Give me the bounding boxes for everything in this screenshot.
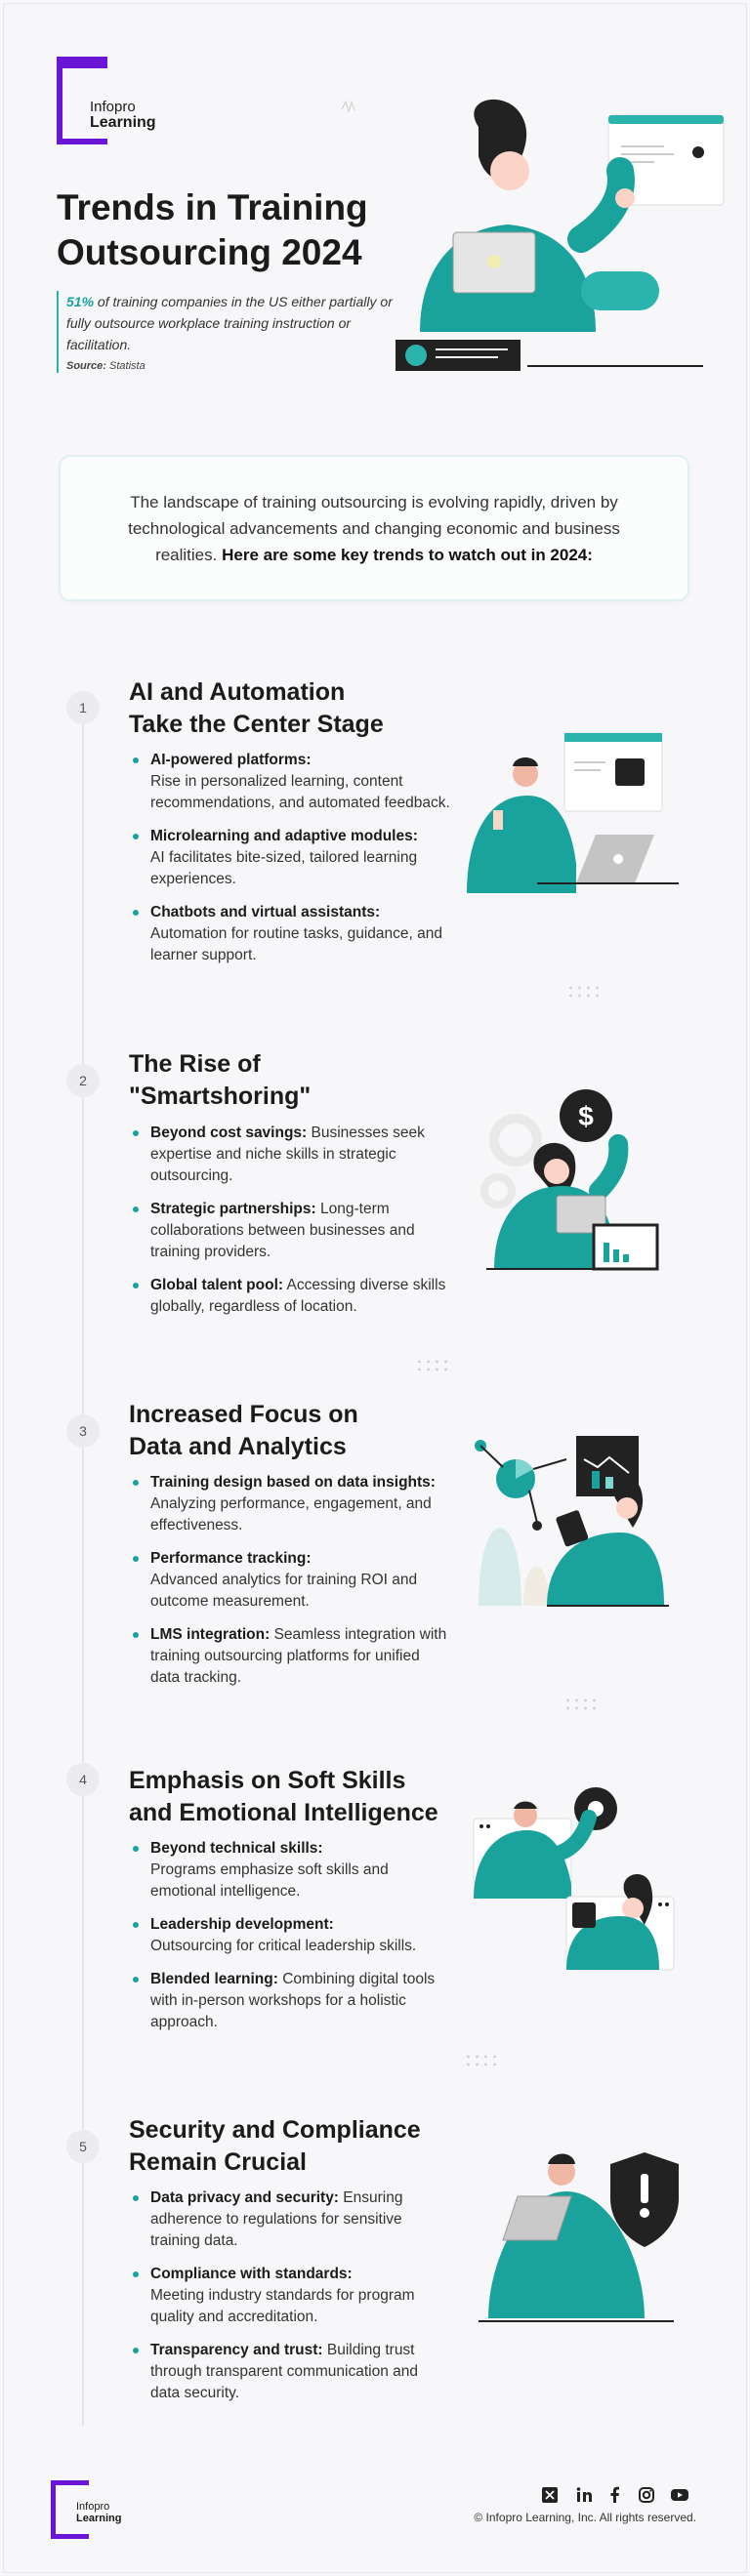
section-title xyxy=(129,2114,451,2179)
bullet-text: Automation for routine tasks, guidance, and learner support. xyxy=(150,925,442,963)
instagram-icon[interactable] xyxy=(637,2485,656,2505)
bullet-text: Outsourcing for critical leadership skills. xyxy=(150,1938,417,1954)
section-title-line: Remain Crucial xyxy=(129,2148,308,2176)
bullet-term: Training design based on data insights: xyxy=(150,1474,436,1491)
page-title xyxy=(57,185,408,275)
bullet-list xyxy=(129,1838,451,2045)
section-title-line: Security and Compliance xyxy=(129,2116,421,2144)
list-item xyxy=(129,1914,451,1957)
intro-text xyxy=(107,489,641,568)
section-number: 1 xyxy=(66,691,100,724)
bullet-term: Transparency and trust: xyxy=(150,2342,323,2358)
x-icon[interactable] xyxy=(540,2485,560,2505)
bullet-term: Strategic partnerships: xyxy=(150,1201,316,1217)
timeline-line xyxy=(82,698,84,2426)
infopro-logo[interactable] xyxy=(57,57,156,139)
section-title-line: Data and Analytics xyxy=(129,1433,347,1460)
bullet-list xyxy=(129,2188,451,2416)
stat-callout xyxy=(57,291,408,373)
bullet-text: Ensuring adherence to regulations for sensitive training data. xyxy=(150,2189,403,2249)
bullet-term: Compliance with standards: xyxy=(150,2266,353,2282)
bullet-term: Leadership development: xyxy=(150,1916,334,1933)
intro-emphasis: Here are some key trends to watch out in 2024: xyxy=(222,545,593,564)
section-title-line: "Smartshoring" xyxy=(129,1083,312,1110)
bullet-list xyxy=(129,750,451,978)
decorative-dots xyxy=(464,2053,497,2066)
bullet-text: Rise in personalized learning, content recommendations, and automated feedback. xyxy=(150,773,450,811)
bullet-text: Analyzing performance, engagement, and effectiveness. xyxy=(150,1495,432,1533)
bullet-term: Microlearning and adaptive modules: xyxy=(150,828,418,844)
list-item xyxy=(129,1838,451,1902)
stat-source xyxy=(66,359,408,373)
list-item xyxy=(129,2264,451,2328)
bullet-list xyxy=(129,1472,451,1700)
bullet-term: LMS integration: xyxy=(150,1626,271,1643)
bullet-text: Combining digital tools with in-person workshops for a holistic approach. xyxy=(150,1971,436,2030)
title-line: Trends in Training xyxy=(57,187,368,227)
bullet-text: AI facilitates bite-sized, tailored learning experiences. xyxy=(150,849,418,887)
security-illustration xyxy=(474,2143,684,2328)
logo-line1: Infopro xyxy=(76,2501,110,2513)
list-item xyxy=(129,2340,451,2404)
bullet-text: Businesses seek expertise and niche skills in strategic outsourcing. xyxy=(150,1124,425,1184)
intro-body: The landscape of training outsourcing is evolving rapidly, driven by technological advancements and changing economic and business realities. xyxy=(128,492,620,564)
section-number: 3 xyxy=(66,1414,100,1448)
bullet-term: Chatbots and virtual assistants: xyxy=(150,904,381,920)
copyright: © Infopro Learning, Inc. All rights reserved. xyxy=(474,2511,696,2524)
intro-box xyxy=(59,455,689,601)
bullet-term: AI-powered platforms: xyxy=(150,752,312,768)
list-item xyxy=(129,1969,451,2033)
bullet-text: Seamless integration with training outsourcing platforms for unified data tracking. xyxy=(150,1626,447,1686)
decorative-dots xyxy=(415,1358,448,1371)
facebook-icon[interactable] xyxy=(605,2485,625,2505)
bullet-term: Performance tracking: xyxy=(150,1550,312,1567)
list-item xyxy=(129,2188,451,2252)
logo-line2: Learning xyxy=(76,2513,122,2524)
bullet-text: Accessing diverse skills globally, regardless of location. xyxy=(150,1277,446,1315)
section-title-line: Increased Focus on xyxy=(129,1401,358,1428)
bullet-text: Building trust through transparent communication and data security. xyxy=(150,2342,418,2401)
youtube-icon[interactable] xyxy=(670,2485,689,2505)
section-number: 4 xyxy=(66,1763,100,1796)
ai-illustration xyxy=(459,727,693,903)
bullet-list xyxy=(129,1123,451,1329)
section-title xyxy=(129,1765,466,1829)
section-number: 5 xyxy=(66,2130,100,2163)
bullet-term: Global talent pool: xyxy=(150,1277,284,1293)
list-item xyxy=(129,1123,451,1187)
bullet-text: Advanced analytics for training ROI and outcome measurement. xyxy=(150,1572,418,1610)
logo-bracket-top xyxy=(62,57,107,68)
analytics-illustration xyxy=(469,1430,674,1611)
bullet-term: Beyond technical skills: xyxy=(150,1840,323,1857)
list-item xyxy=(129,1472,451,1536)
list-item xyxy=(129,750,451,814)
decorative-dots xyxy=(566,984,600,998)
list-item xyxy=(129,826,451,890)
linkedin-icon[interactable] xyxy=(574,2485,594,2505)
svg-text:$: $ xyxy=(578,1101,594,1131)
logo-line1: Infopro xyxy=(90,99,136,115)
soft-skills-illustration xyxy=(469,1781,679,1977)
section-title-line: Emphasis on Soft Skills xyxy=(129,1767,406,1794)
bullet-term: Data privacy and security: xyxy=(150,2189,339,2206)
list-item xyxy=(129,1624,451,1689)
section-number: 2 xyxy=(66,1064,100,1097)
source-value: Statista xyxy=(109,360,146,372)
list-item xyxy=(129,1275,451,1318)
list-item xyxy=(129,1548,451,1613)
section-title xyxy=(129,1399,451,1463)
section-title-line: and Emotional Intelligence xyxy=(129,1799,438,1826)
section-title-line: AI and Automation xyxy=(129,678,346,706)
section-title xyxy=(129,676,451,741)
stat-text xyxy=(66,291,408,355)
bullet-text: Programs emphasize soft skills and emotional intelligence. xyxy=(150,1861,389,1900)
title-line: Outsourcing 2024 xyxy=(57,232,362,272)
list-item xyxy=(129,902,451,966)
section-title-line: Take the Center Stage xyxy=(129,711,384,738)
list-item xyxy=(129,1199,451,1263)
smartshoring-illustration xyxy=(477,1084,672,1279)
logo-line2: Learning xyxy=(90,114,156,131)
section-title-line: The Rise of xyxy=(129,1050,261,1078)
decorative-dots xyxy=(563,1697,597,1710)
stat-description: of training companies in the US either partially or fully outsource workplace training instruction or facilitation. xyxy=(66,294,393,352)
bullet-text: Long-term collaborations between businesses and training providers. xyxy=(150,1201,415,1260)
bullet-term: Beyond cost savings: xyxy=(150,1124,308,1141)
section-title xyxy=(129,1048,451,1113)
source-label: Source: xyxy=(66,360,106,372)
infopro-logo-footer[interactable] xyxy=(51,2480,121,2535)
bullet-text: Meeting industry standards for program quality and accreditation. xyxy=(150,2287,415,2325)
stat-percent: 51% xyxy=(66,294,95,309)
bullet-term: Blended learning: xyxy=(150,1971,278,1987)
